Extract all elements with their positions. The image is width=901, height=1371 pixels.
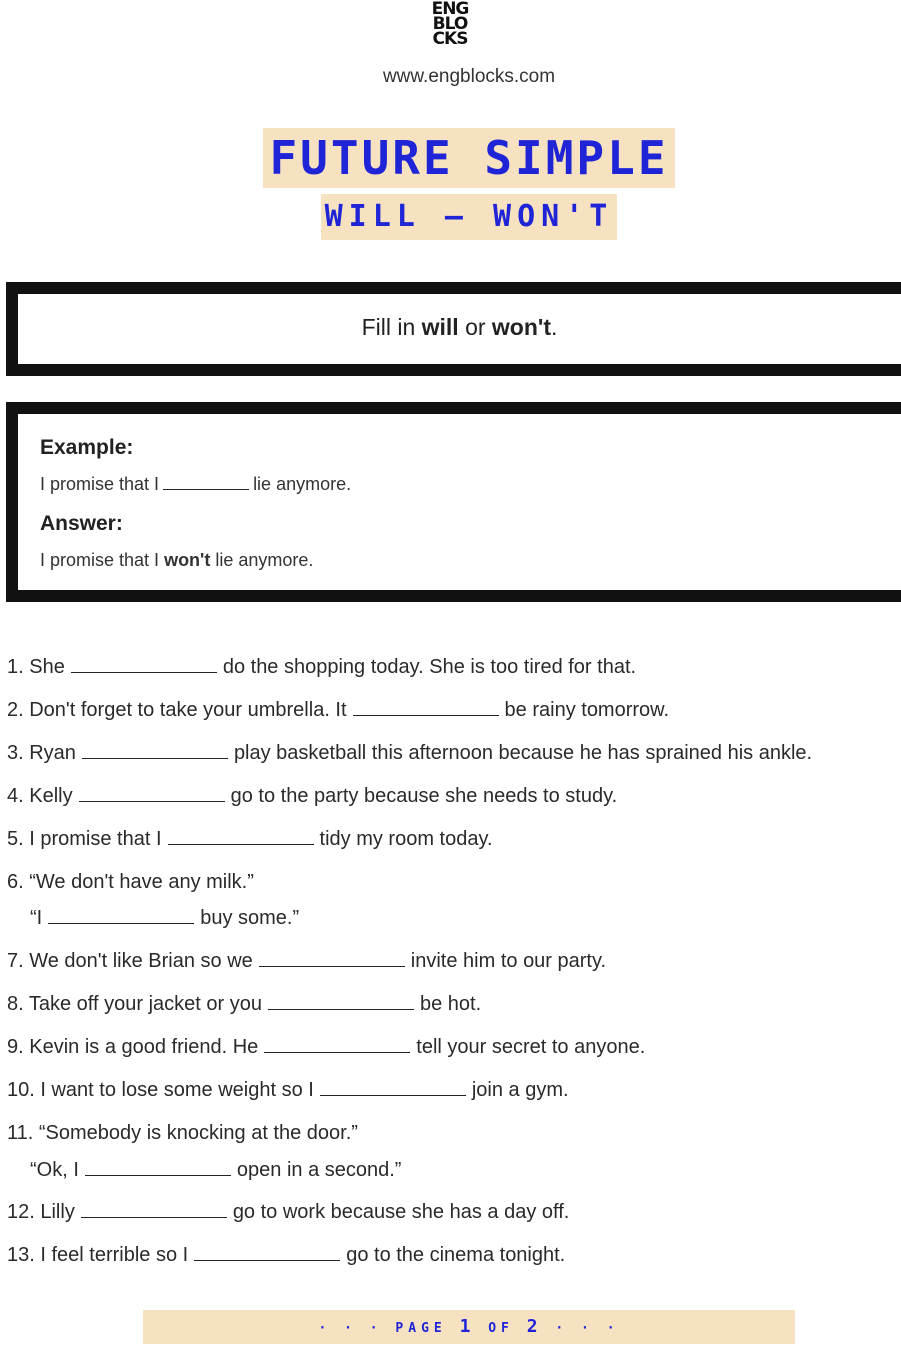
question-text-after: join a gym.	[471, 1079, 569, 1101]
question-text-before: 2. Don't forget to take your umbrella. It	[7, 699, 347, 721]
website-url: www.engblocks.com	[382, 66, 556, 87]
answer-blank[interactable]	[194, 1244, 340, 1261]
question-11	[30, 1159, 401, 1182]
answer-blank[interactable]	[71, 656, 217, 673]
example-box	[6, 402, 901, 602]
footer-of-word: OF	[488, 1321, 514, 1336]
question-5	[7, 828, 493, 851]
answer-blank[interactable]	[168, 828, 314, 845]
example-after: lie anymore.	[253, 474, 352, 494]
example-blank	[163, 475, 249, 490]
question-text-after: go to the cinema tonight.	[346, 1244, 566, 1266]
question-13	[7, 1244, 565, 1267]
example-before: I promise that I	[40, 474, 160, 494]
answer-blank[interactable]	[268, 993, 414, 1010]
question-text-after: buy some.”	[200, 907, 300, 929]
question-7	[7, 950, 606, 973]
question-11-line-1: 11. “Somebody is knocking at the door.”	[7, 1122, 358, 1144]
question-text-after: go to the party because she needs to study.	[230, 785, 618, 807]
answer-blank[interactable]	[85, 1159, 231, 1176]
question-text-before: “Ok, I	[30, 1159, 79, 1181]
question-12	[7, 1201, 569, 1224]
question-2	[7, 699, 669, 722]
footer-total-pages: 2	[526, 1316, 543, 1337]
answer-before: I promise that I	[40, 550, 165, 570]
instruction-middle: or	[458, 314, 492, 340]
answer-word: won't	[164, 550, 211, 570]
question-text-after: play basketball this afternoon because he has sprained his ankle.	[233, 742, 813, 764]
question-text-before: 7. We don't like Brian so we	[7, 950, 253, 972]
question-9	[7, 1036, 645, 1059]
question-text-before: 5. I promise that I	[7, 828, 162, 850]
answer-blank[interactable]	[353, 699, 499, 716]
example-sentence	[40, 474, 351, 495]
question-text-after: be rainy tomorrow.	[504, 699, 670, 721]
page-indicator	[143, 1310, 795, 1344]
question-8	[7, 993, 481, 1016]
footer-page-word: PAGE	[395, 1321, 447, 1336]
footer-dots-left: · · ·	[318, 1321, 383, 1336]
question-text-before: 12. Lilly	[7, 1201, 75, 1223]
instruction-prefix: Fill in	[361, 314, 422, 340]
question-text-before: “I	[30, 907, 43, 929]
question-text-before: 4. Kelly	[7, 785, 73, 807]
answer-blank[interactable]	[320, 1079, 466, 1096]
answer-blank[interactable]	[264, 1036, 410, 1053]
question-text-before: 1. She	[7, 656, 65, 678]
question-text-before: 8. Take off your jacket or you	[7, 993, 262, 1015]
question-text-after: tell your secret to anyone.	[416, 1036, 646, 1058]
footer-dots-right: · · ·	[555, 1321, 620, 1336]
instruction-word-will: will	[421, 314, 459, 340]
question-6-line-1: 6. “We don't have any milk.”	[7, 871, 254, 893]
question-1	[7, 656, 636, 679]
logo-line-3: CKS	[432, 29, 468, 49]
engblocks-logo	[420, 2, 480, 47]
page-title: FUTURE SIMPLE	[263, 128, 674, 188]
answer-label: Answer:	[40, 512, 123, 535]
subtitle-block	[0, 194, 901, 240]
question-text-before: 9. Kevin is a good friend. He	[7, 1036, 259, 1058]
instruction-suffix: .	[551, 314, 558, 340]
question-text-after: do the shopping today. She is too tired for that.	[222, 656, 637, 678]
question-6	[30, 907, 299, 930]
title-block	[0, 128, 901, 188]
question-10	[7, 1079, 569, 1102]
question-text-after: tidy my room today.	[319, 828, 493, 850]
instruction-box	[6, 282, 901, 376]
answer-blank[interactable]	[259, 950, 405, 967]
question-text-after: invite him to our party.	[410, 950, 607, 972]
logo-line-1: ENG	[431, 0, 469, 19]
answer-blank[interactable]	[82, 742, 228, 759]
question-text-before: 13. I feel terrible so I	[7, 1244, 189, 1266]
question-3	[7, 742, 812, 765]
question-text-before: 10. I want to lose some weight so I	[7, 1079, 314, 1101]
question-text-after: open in a second.”	[236, 1159, 402, 1181]
question-4	[7, 785, 617, 808]
question-text-after: go to work because she has a day off.	[232, 1201, 570, 1223]
instruction-word-wont: won't	[491, 314, 552, 340]
example-label: Example:	[40, 436, 134, 459]
question-text-before: 3. Ryan	[7, 742, 76, 764]
instruction-text	[18, 314, 901, 341]
answer-blank[interactable]	[79, 785, 225, 802]
answer-after: lie anymore.	[210, 550, 314, 570]
answer-blank[interactable]	[81, 1201, 227, 1218]
question-text-after: be hot.	[419, 993, 482, 1015]
logo-line-2: BLO	[432, 14, 468, 34]
answer-sentence	[40, 550, 313, 571]
answer-blank[interactable]	[48, 907, 194, 924]
footer-current-page: 1	[459, 1316, 476, 1337]
page-subtitle: WILL — WON'T	[321, 194, 618, 240]
